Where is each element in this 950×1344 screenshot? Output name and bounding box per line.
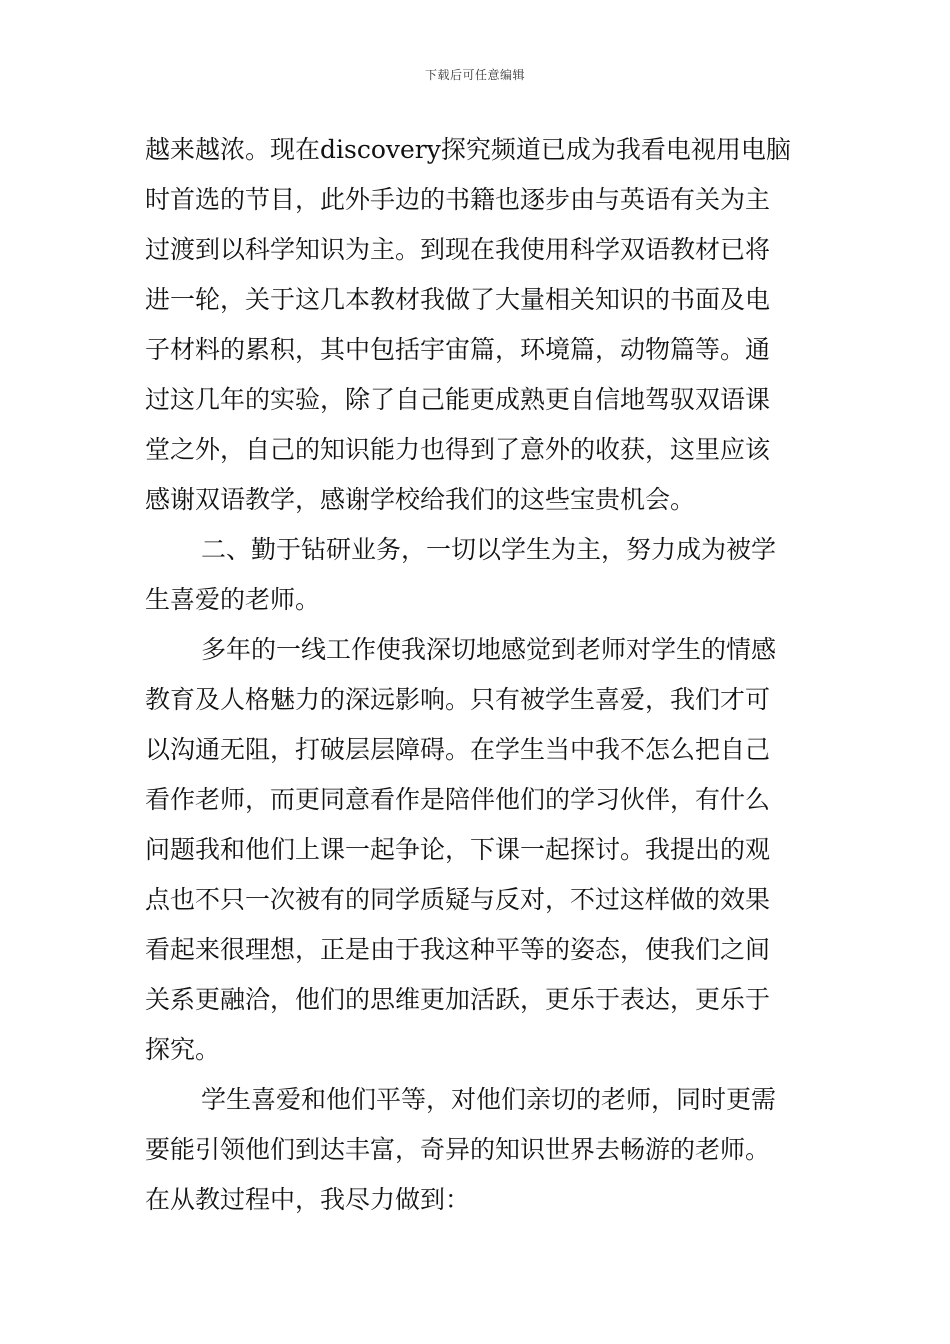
text-line: 要能引领他们到达丰富，奇异的知识世界去畅游的老师。	[145, 1135, 771, 1164]
text-line: 越来越浓。现在discovery探究频道已成为我看电视用电脑	[145, 135, 791, 164]
section-heading-line: 二、勤于钻研业务，一切以学生为主，努力成为被学	[201, 535, 777, 564]
section-heading-line: 生喜爱的老师。	[145, 585, 321, 614]
text-line: 点也不只一次被有的同学质疑与反对，不过这样做的效果	[145, 885, 771, 914]
paragraph-continuation	[145, 125, 807, 525]
header-note: 下载后可任意编辑	[424, 68, 525, 82]
text-line: 问题我和他们上课一起争论，下课一起探讨。我提出的观	[145, 835, 771, 864]
paragraph-students-love	[145, 1075, 807, 1225]
text-line: 在从教过程中，我尽力做到：	[145, 1185, 471, 1214]
text-line: 时首选的节目，此外手边的书籍也逐步由与英语有关为主	[145, 185, 771, 214]
text-line: 学生喜爱和他们平等，对他们亲切的老师，同时更需	[201, 1085, 777, 1114]
text-line: 子材料的累积，其中包括宇宙篇，环境篇，动物篇等。通	[145, 335, 771, 364]
text-line: 看作老师，而更同意看作是陪伴他们的学习伙伴，有什么	[145, 785, 771, 814]
text-line: 以沟通无阻，打破层层障碍。在学生当中我不怎么把自己	[145, 735, 771, 764]
text-line: 过渡到以科学知识为主。到现在我使用科学双语教材已将	[145, 235, 771, 264]
text-line: 教育及人格魅力的深远影响。只有被学生喜爱，我们才可	[145, 685, 771, 714]
text-line: 探究。	[145, 1035, 221, 1064]
text-line: 堂之外，自己的知识能力也得到了意外的收获，这里应该	[145, 435, 771, 464]
text-line: 多年的一线工作使我深切地感觉到老师对学生的情感	[201, 635, 777, 664]
document-body	[145, 125, 807, 1225]
text-line: 感谢双语教学，感谢学校给我们的这些宝贵机会。	[145, 485, 696, 514]
paragraph-section-heading	[145, 525, 807, 625]
text-line: 看起来很理想，正是由于我这种平等的姿态，使我们之间	[145, 935, 771, 964]
text-line: 关系更融洽，他们的思维更加活跃，更乐于表达，更乐于	[145, 985, 771, 1014]
text-line: 进一轮，关于这几本教材我做了大量相关知识的书面及电	[145, 285, 771, 314]
text-line: 过这几年的实验，除了自己能更成熟更自信地驾驭双语课	[145, 385, 771, 414]
paragraph-frontline-work	[145, 625, 807, 1075]
